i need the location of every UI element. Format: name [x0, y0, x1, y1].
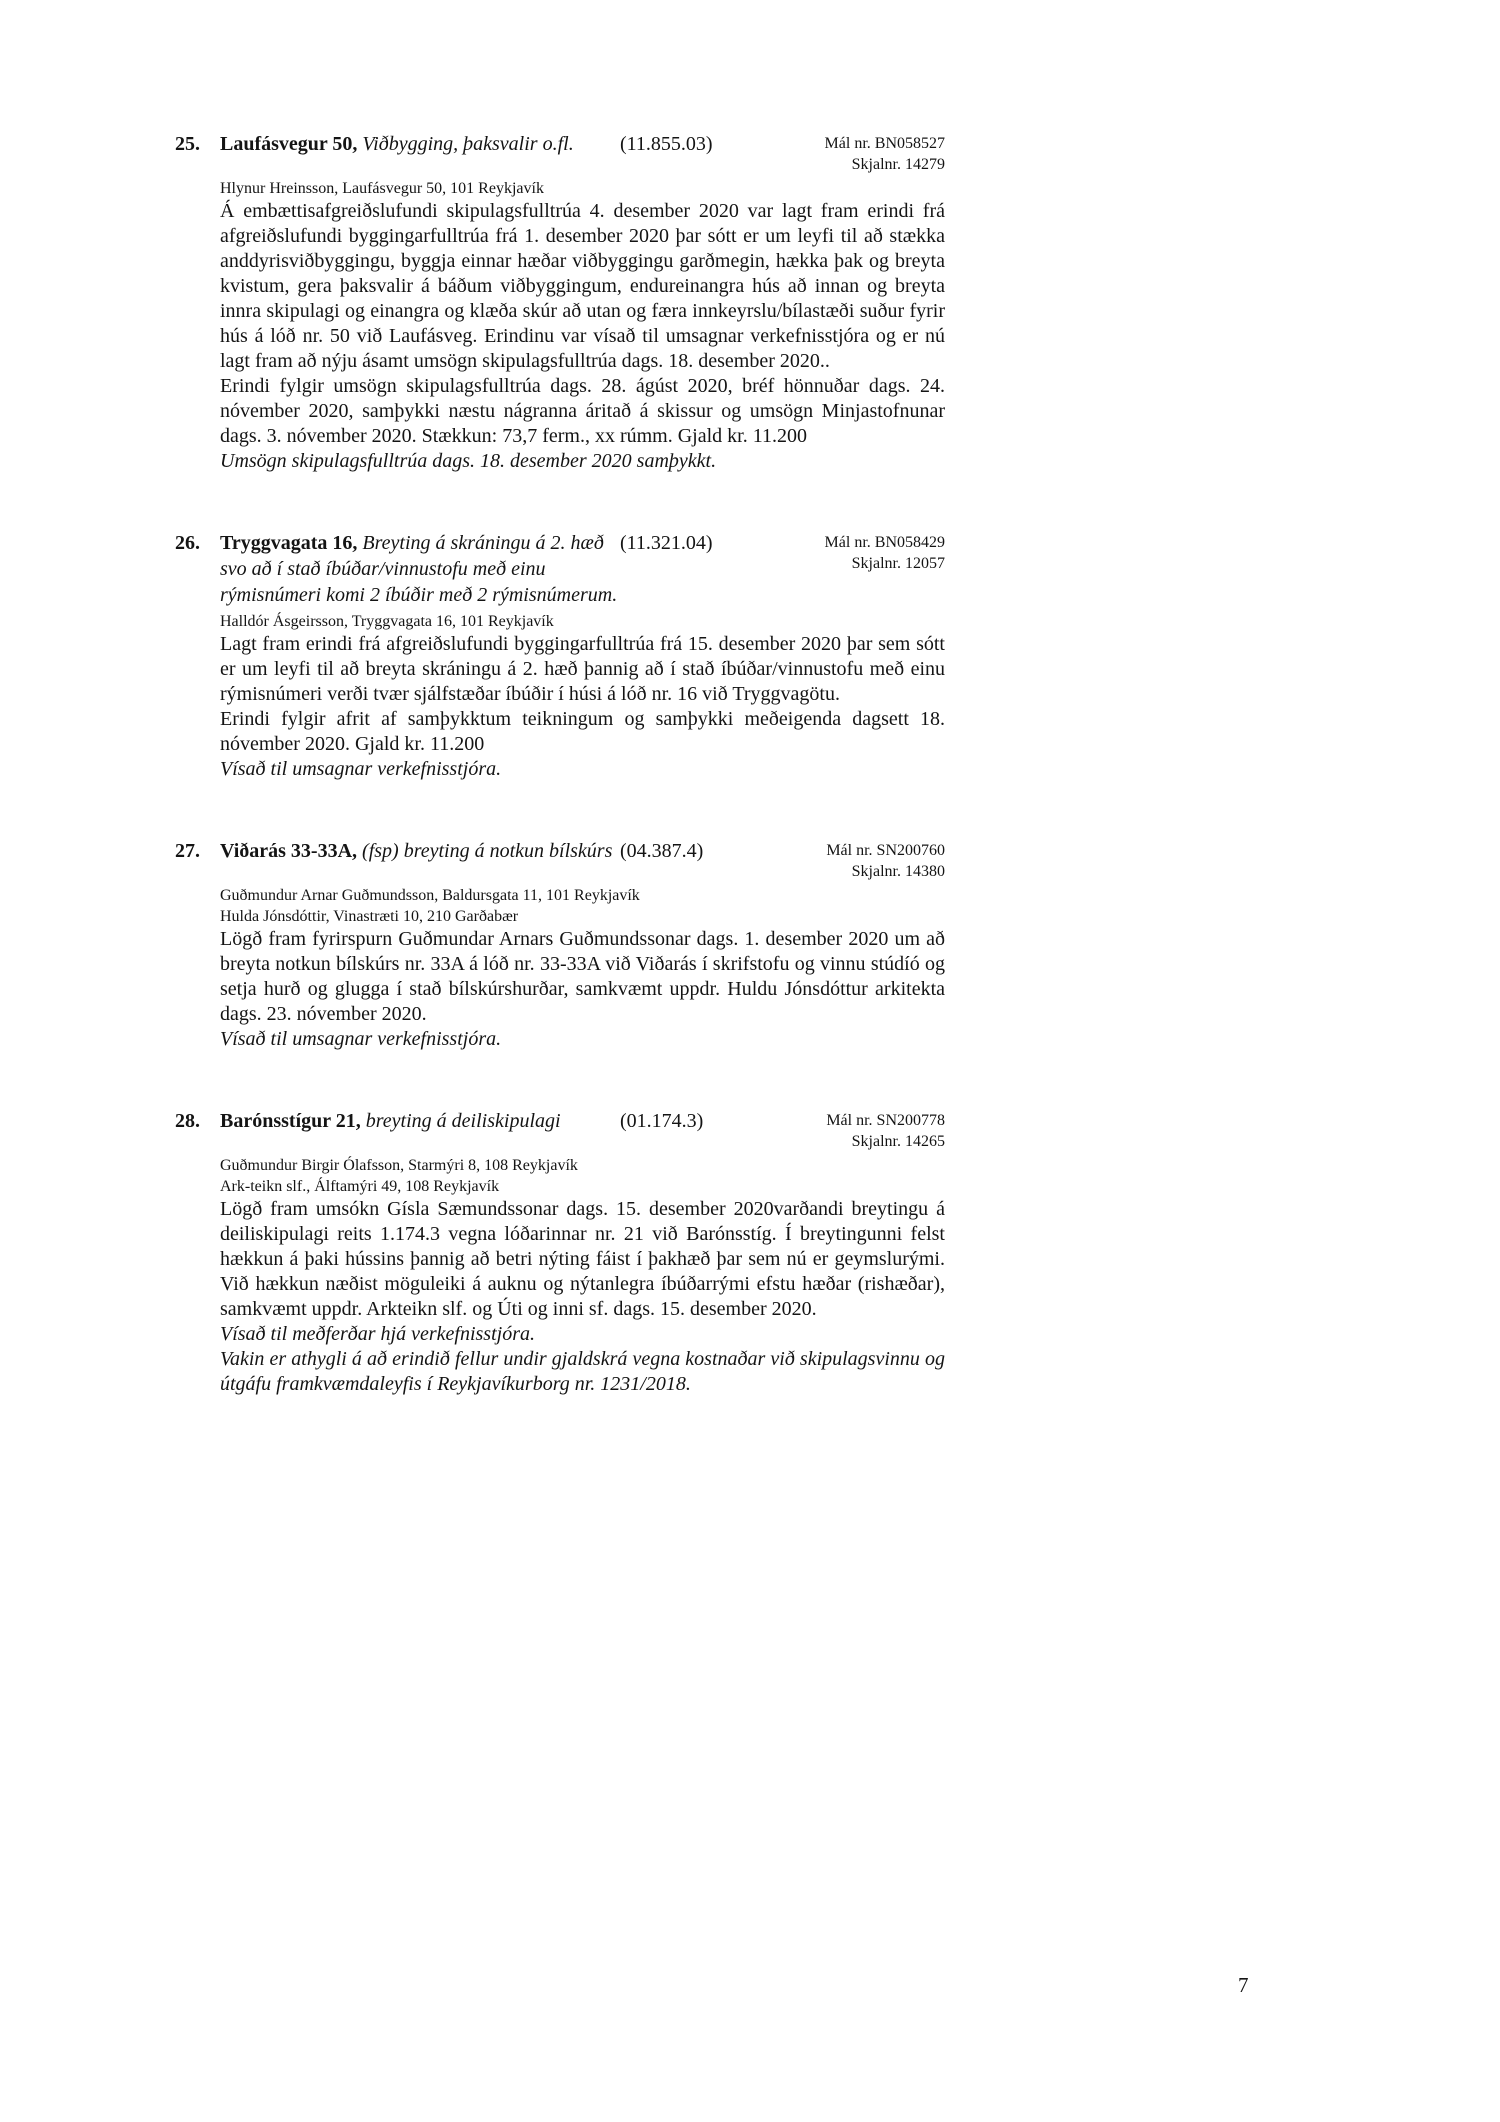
skjal-nr: Skjalnr. 14279 — [851, 156, 945, 173]
mal-nr: Mál nr. SN200778 — [826, 1112, 945, 1129]
agenda-item-26 — [175, 530, 945, 782]
item-title — [220, 1108, 620, 1134]
item-address: Barónsstígur 21, — [220, 1110, 361, 1132]
item-subject: breyting á deiliskipulagi — [365, 1110, 561, 1132]
item-number: 26. — [175, 532, 200, 554]
applicant-line: Guðmundur Birgir Ólafsson, Starmýri 8, 108 Reykjavík — [220, 1157, 578, 1174]
conclusion-line: Umsögn skipulagsfulltrúa dags. 18. desember 2020 samþykkt. — [220, 450, 717, 472]
case-code: (04.387.4) — [620, 840, 704, 862]
case-code: (11.321.04) — [620, 532, 713, 554]
applicants — [220, 1155, 945, 1197]
conclusion-line: Vísað til umsagnar verkefnisstjóra. — [220, 758, 502, 780]
item-title — [220, 838, 620, 864]
item-address: Laufásvegur 50, — [220, 133, 358, 155]
body-paragraph: Lögð fram umsókn Gísla Sæmundssonar dags. 15. desember 2020varðandi breytingu á deiliskipulagi reits 1.174.3 vegna lóðarinnar nr. 21 við Barónsstíg. Í breytingunni felst hækkun á þaki hússins þannig að betri nýting fáist í þakhæð þar sem nú er geymslurými. Við hækkun næðist möguleiki á auknu og nýtanlegra íbúðarrými efstu hæðar (rishæðar), samkvæmt uppdr. Arkteikn slf. og Úti og inni sf. dags. 15. desember 2020. — [220, 1198, 945, 1320]
case-reference — [795, 838, 945, 882]
case-reference — [795, 131, 945, 175]
item-header — [220, 131, 945, 175]
applicants — [220, 178, 945, 199]
skjal-nr: Skjalnr. 14265 — [851, 1133, 945, 1150]
mal-nr: Mál nr. SN200760 — [826, 842, 945, 859]
item-subject: Breyting á skráningu á 2. hæð svo að í stað íbúðar/vinnustofu með einu rýmisnúmeri komi 2 íbúðir með 2 rýmisnúmerum. — [220, 532, 618, 606]
body-paragraph: Erindi fylgir umsögn skipulagsfulltrúa dags. 28. ágúst 2020, bréf hönnuðar dags. 24. nóvember 2020, samþykki næstu nágranna áritað á skissur og umsögn Minjastofnunar dags. 3. nóvember 2020. Stækkun: 73,7 ferm., xx rúmm. Gjald kr. 11.200 — [220, 375, 945, 447]
item-content — [220, 131, 945, 474]
minutes-list — [175, 131, 945, 1453]
applicant-line: Hulda Jónsdóttir, Vinastræti 10, 210 Garðabær — [220, 908, 519, 925]
applicant-line: Hlynur Hreinsson, Laufásvegur 50, 101 Reykjavík — [220, 180, 544, 197]
item-content — [220, 530, 945, 782]
item-number: 25. — [175, 133, 200, 155]
conclusion-line: Vísað til umsagnar verkefnisstjóra. — [220, 1028, 502, 1050]
page-number: 7 — [1238, 1973, 1249, 1997]
item-content — [220, 838, 945, 1052]
item-subject: Viðbygging, þaksvalir o.fl. — [362, 133, 574, 155]
agenda-item-25 — [175, 131, 945, 474]
item-title — [220, 131, 620, 157]
agenda-item-27 — [175, 838, 945, 1052]
body-paragraph: Á embættisafgreiðslufundi skipulagsfulltrúa 4. desember 2020 var lagt fram erindi frá afgreiðslufundi byggingarfulltrúa frá 1. desember 2020 þar sótt er um leyfi til að stækka anddyrisviðbyggingu, byggja einnar hæðar viðbyggingu garðmegin, hækka þak og breyta kvistum, gera þaksvalir á báðum viðbyggingum, endureinangra hús að innan og breyta innra skipulagi og einangra og klæða skúr að utan og færa innkeyrslu/bílastæði suður fyrir hús á lóð nr. 50 við Laufásveg. Erindinu var vísað til umsagnar verkefnisstjóra og er nú lagt fram að nýju ásamt umsögn skipulagsfulltrúa dags. 18. desember 2020.. — [220, 200, 945, 372]
case-reference — [795, 530, 945, 574]
body-paragraph: Lögð fram fyrirspurn Guðmundar Arnars Guðmundssonar dags. 1. desember 2020 um að breyta notkun bílskúrs nr. 33A á lóð nr. 33-33A við Viðarás í skrifstofu og vinnu stúdíó og setja hurð og glugga í stað bílskúrshurðar, samkvæmt uppdr. Huldu Jónsdóttur arkitekta dags. 23. nóvember 2020. — [220, 928, 945, 1025]
item-header — [220, 1108, 945, 1152]
applicant-line: Halldór Ásgeirsson, Tryggvagata 16, 101 Reykjavík — [220, 613, 554, 630]
case-reference — [795, 1108, 945, 1152]
applicant-line: Ark-teikn slf., Álftamýri 49, 108 Reykjavík — [220, 1178, 500, 1195]
applicants — [220, 885, 945, 927]
item-content — [220, 1108, 945, 1397]
agenda-item-28 — [175, 1108, 945, 1397]
item-title — [220, 530, 620, 608]
item-number: 27. — [175, 840, 200, 862]
mal-nr: Mál nr. BN058429 — [824, 534, 945, 551]
case-code: (01.174.3) — [620, 1110, 704, 1132]
skjal-nr: Skjalnr. 14380 — [851, 863, 945, 880]
item-address: Tryggvagata 16, — [220, 532, 358, 554]
applicant-line: Guðmundur Arnar Guðmundsson, Baldursgata 11, 101 Reykjavík — [220, 887, 640, 904]
item-number: 28. — [175, 1110, 200, 1132]
conclusion-line: Vakin er athygli á að erindið fellur undir gjaldskrá vegna kostnaðar við skipulagsvinnu og útgáfu framkvæmdaleyfis í Reykjavíkurborg nr. 1231/2018. — [220, 1348, 945, 1395]
conclusion-line: Vísað til meðferðar hjá verkefnisstjóra. — [220, 1323, 535, 1345]
body-paragraph: Lagt fram erindi frá afgreiðslufundi byggingarfulltrúa frá 15. desember 2020 þar sem sótt er um leyfi til að breyta skráningu á 2. hæð þannig að í stað íbúðar/vinnustofu með einu rýmisnúmeri verði tvær sjálfstæðar íbúðir í húsi á lóð nr. 16 við Tryggvagötu. — [220, 633, 945, 705]
mal-nr: Mál nr. BN058527 — [824, 135, 945, 152]
case-code: (11.855.03) — [620, 133, 713, 155]
item-subject: (fsp) breyting á notkun bílskúrs — [362, 840, 613, 862]
item-header — [220, 530, 945, 608]
applicants — [220, 611, 945, 632]
body-paragraph: Erindi fylgir afrit af samþykktum teikningum og samþykki meðeigenda dagsett 18. nóvember 2020. Gjald kr. 11.200 — [220, 708, 945, 755]
skjal-nr: Skjalnr. 12057 — [851, 555, 945, 572]
item-header — [220, 838, 945, 882]
item-address: Viðarás 33-33A, — [220, 840, 358, 862]
